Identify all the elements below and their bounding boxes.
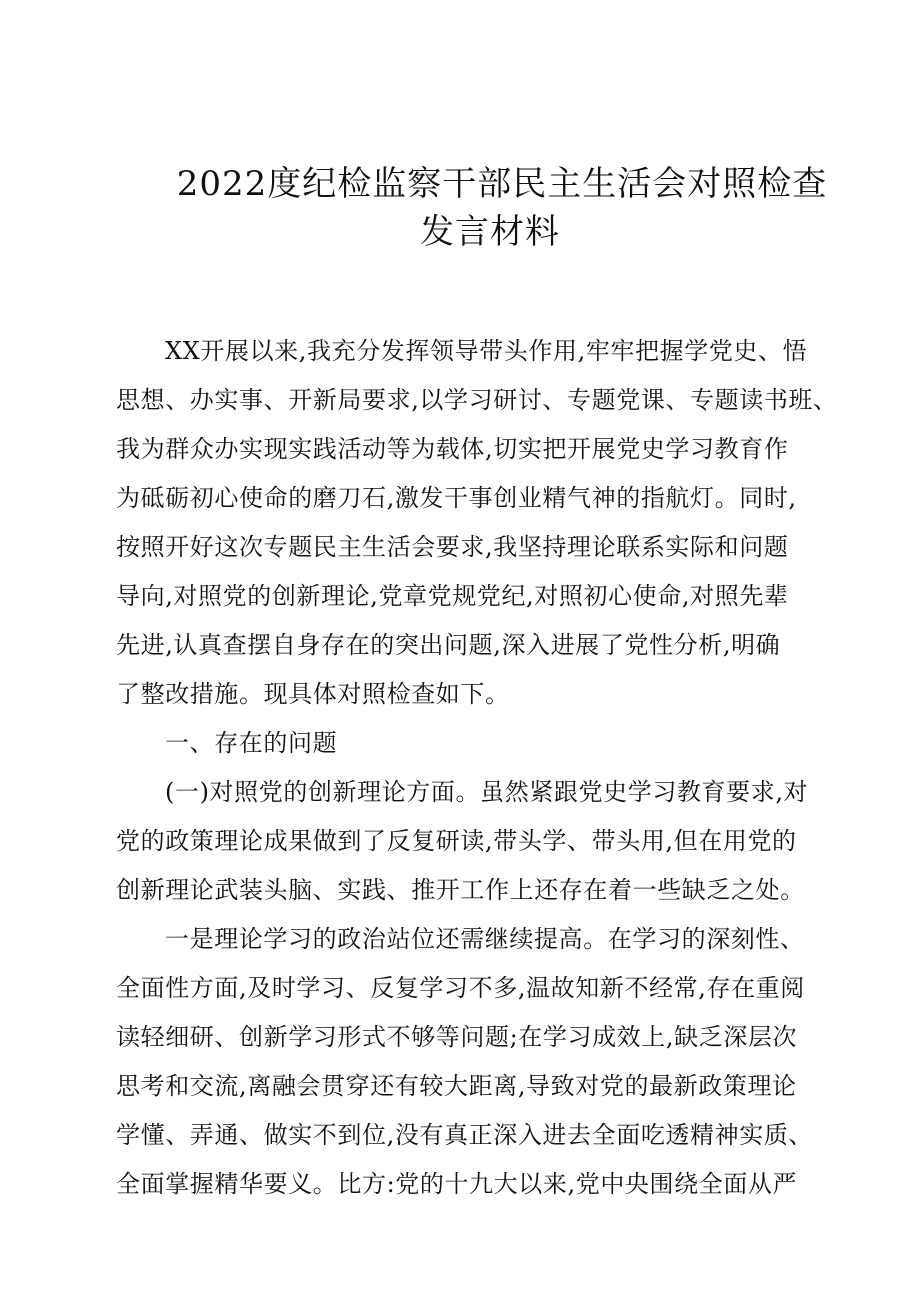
paragraph-line: 一是理论学习的政治站位还需继续提高。在学习的深刻性、 (165, 925, 805, 953)
paragraph-line: 导向,对照党的创新理论,党章党规党纪,对照初心使命,对照先辈 (116, 582, 789, 610)
paragraph-line: (一)对照党的创新理论方面。虽然紧跟党史学习教育要求,对 (165, 778, 809, 806)
document-title-line-2: 发言材料 (420, 212, 560, 252)
paragraph-line: 全面掌握精华要义。比方:党的十九大以来,党中央围绕全面从严 (116, 1170, 798, 1198)
paragraph-line: 为砥砺初心使命的磨刀石,激发干事创业精气神的指航灯。同时, (116, 484, 797, 512)
paragraph-line: 读轻细研、创新学习形式不够等问题;在学习成效上,缺乏深层次 (116, 1023, 798, 1051)
paragraph-line: 我为群众办实现实践活动等为载体,切实把开展党史学习教育作 (116, 435, 789, 463)
paragraph-line: 党的政策理论成果做到了反复研读,带头学、带头用,但在用党的 (116, 827, 797, 855)
paragraph-line: 学懂、弄通、做实不到位,没有真正深入进去全面吃透精神实质、 (116, 1121, 814, 1149)
document-title-line-1: 2022度纪检监察干部民主生活会对照检查 (176, 164, 828, 204)
paragraph-line: 按照开好这次专题民主生活会要求,我坚持理论联系实际和问题 (116, 533, 789, 561)
paragraph-line: 思想、办实事、开新局要求,以学习研讨、专题党课、专题读书班、 (116, 386, 838, 414)
paragraph-line: 思考和交流,离融会贯穿还有较大距离,导致对党的最新政策理论 (116, 1072, 797, 1100)
paragraph-line: 了整改措施。现具体对照检查如下。 (116, 680, 510, 708)
paragraph-line: 创新理论武装头脑、实践、推开工作上还存在着一些缺乏之处。 (116, 876, 805, 904)
paragraph-line: XX开展以来,我充分发挥领导带头作用,牢牢把握学党史、悟 (165, 337, 808, 365)
paragraph-line: 先进,认真查摆自身存在的突出问题,深入进展了党性分析,明确 (116, 631, 781, 659)
section-heading: 一、存在的问题 (165, 729, 338, 757)
paragraph-line: 全面性方面,及时学习、反复学习不多,温故知新不经常,存在重阅 (116, 974, 805, 1002)
